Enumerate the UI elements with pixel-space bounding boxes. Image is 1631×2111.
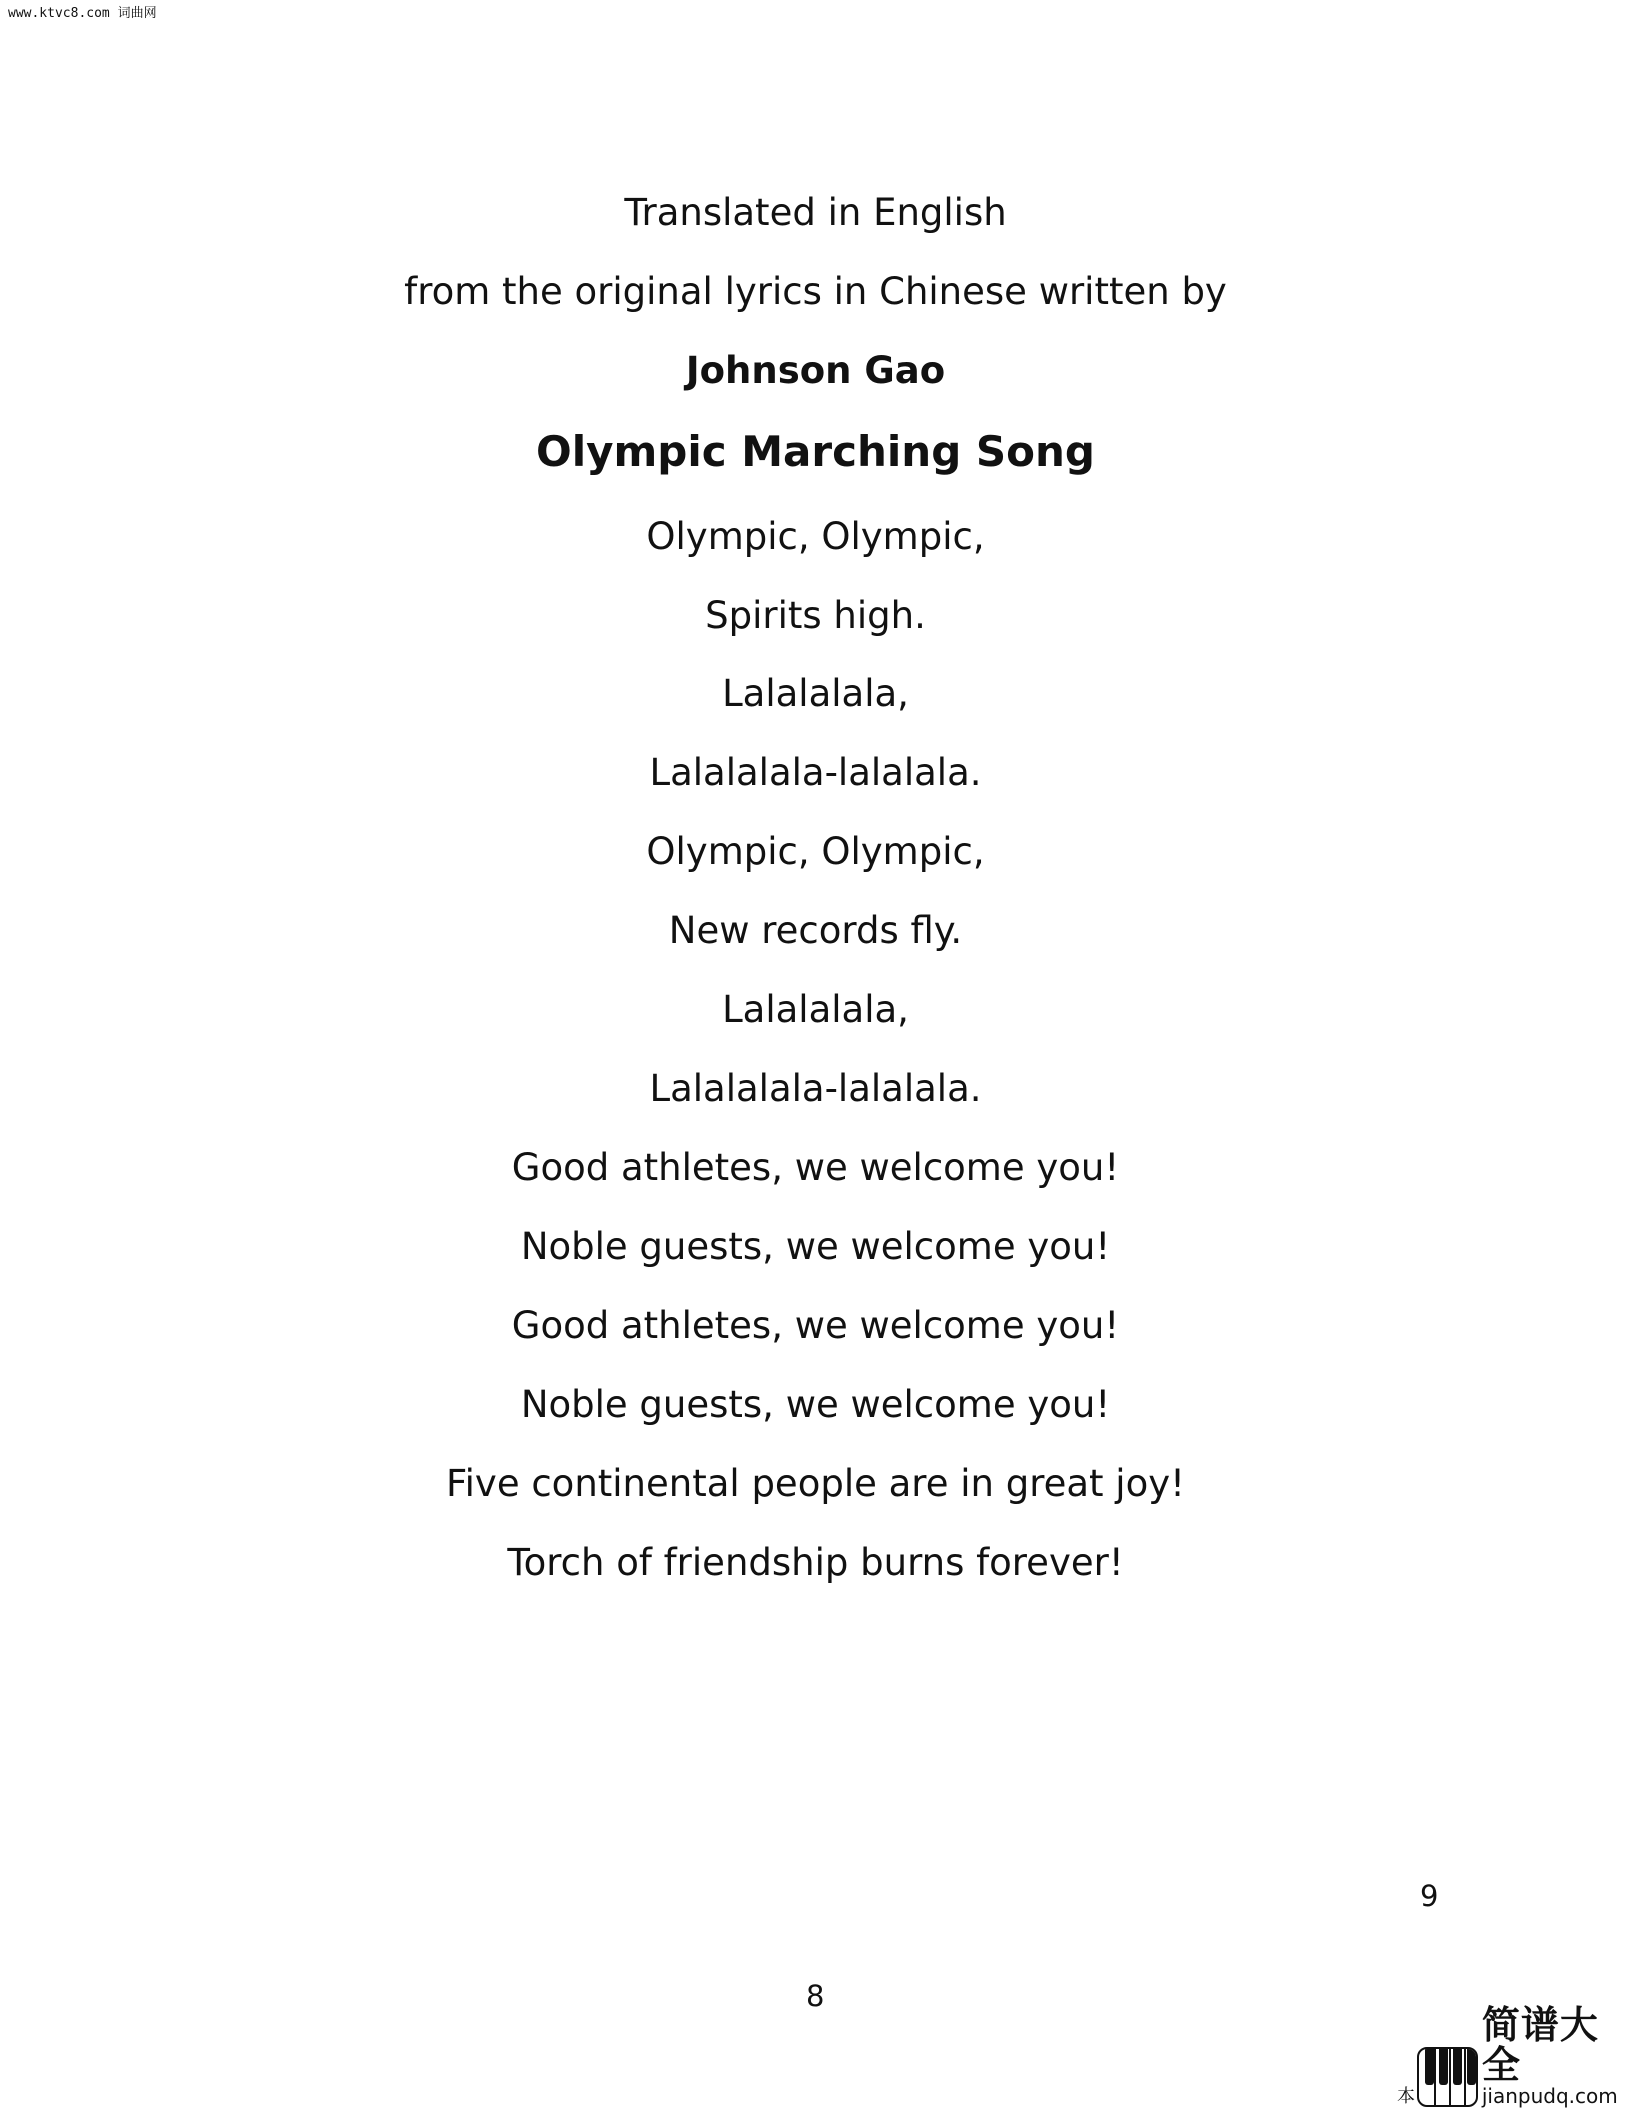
lyric-line: Good athletes, we welcome you! bbox=[511, 1146, 1120, 1189]
lyric-line: New records fly. bbox=[668, 909, 963, 952]
source-site-header: www.ktvc8.com 词曲网 bbox=[8, 6, 157, 21]
intro-line-translated: Translated in English bbox=[624, 191, 1007, 234]
lyric-line: Lalalalala-lalalala. bbox=[649, 1067, 982, 1110]
lyric-line: Olympic, Olympic, bbox=[646, 830, 985, 873]
page-number-right: 9 bbox=[1420, 1879, 1439, 1913]
lyric-line: Spirits high. bbox=[705, 594, 926, 637]
lyric-line: Lalalalala-lalalala. bbox=[649, 751, 982, 794]
watermark-name: 简谱大全 bbox=[1481, 2003, 1599, 2087]
watermark-small-char: 本 bbox=[1397, 2086, 1415, 2107]
lyric-line: Olympic, Olympic, bbox=[646, 515, 985, 558]
song-title: Olympic Marching Song bbox=[536, 427, 1095, 476]
lyric-line: Good athletes, we welcome you! bbox=[511, 1304, 1120, 1347]
jianpudq-watermark bbox=[1397, 2003, 1625, 2108]
lyric-line: Five continental people are in great joy! bbox=[446, 1462, 1185, 1505]
piano-keys-icon bbox=[1417, 2047, 1478, 2107]
lyric-line: Lalalalala, bbox=[722, 672, 909, 715]
lyric-line: Lalalalala, bbox=[722, 988, 909, 1031]
lyric-line: Torch of friendship burns forever! bbox=[507, 1541, 1124, 1584]
lyric-line: Noble guests, we welcome you! bbox=[520, 1225, 1111, 1268]
intro-line-original: from the original lyrics in Chinese written by bbox=[404, 270, 1227, 313]
lyric-line: Noble guests, we welcome you! bbox=[520, 1383, 1111, 1426]
author-name: Johnson Gao bbox=[685, 349, 946, 392]
watermark-url: jianpudq.com bbox=[1481, 2084, 1618, 2108]
page-number-center: 8 bbox=[806, 1979, 825, 2013]
